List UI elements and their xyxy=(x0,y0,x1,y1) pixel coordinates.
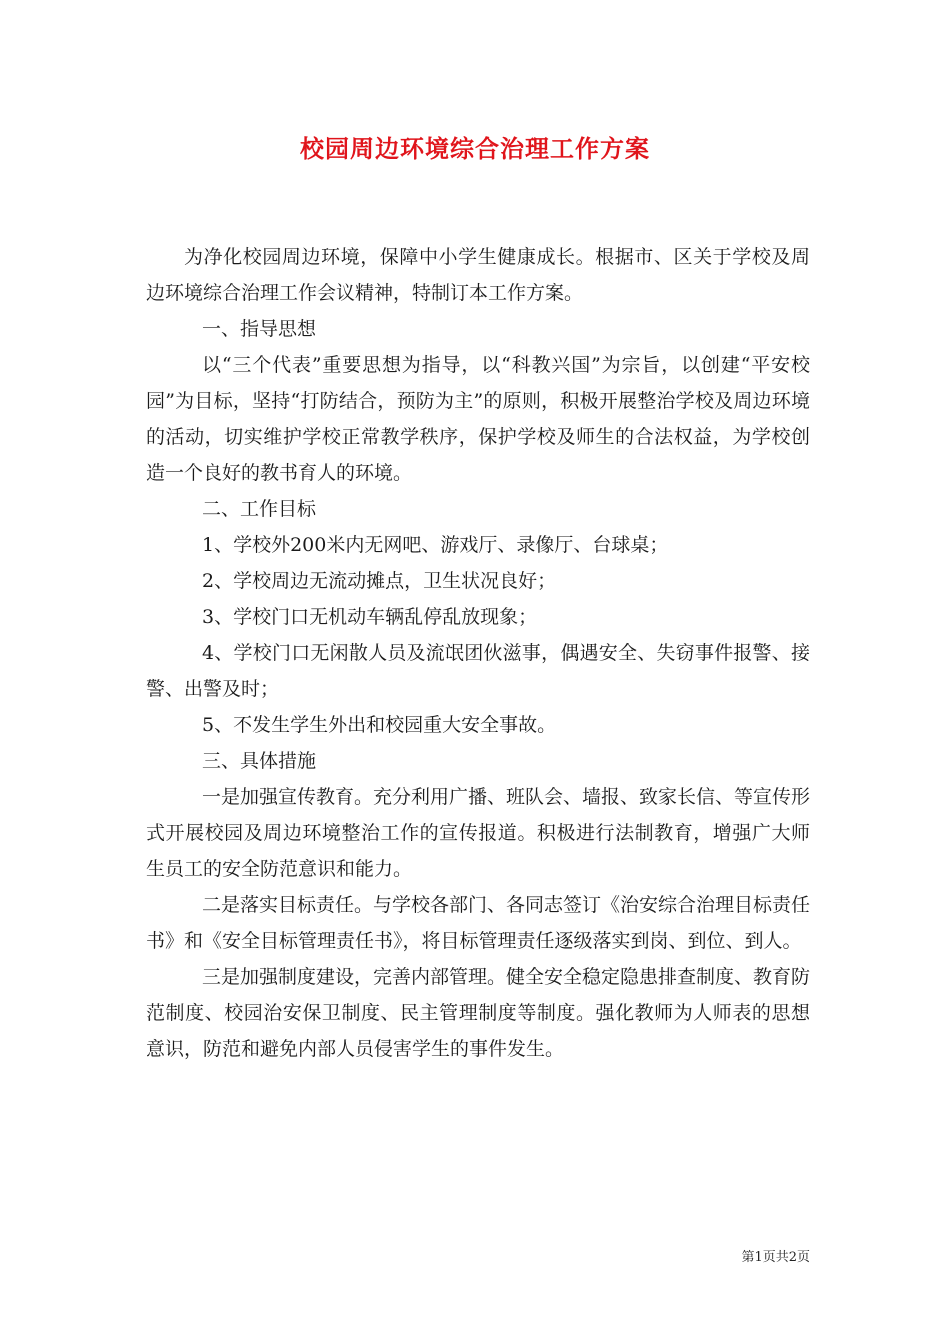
document-title: 校园周边环境综合治理工作方案 xyxy=(300,134,650,163)
measure-paragraph-2: 二是落实目标责任。与学校各部门、各同志签订《治安综合治理目标责任书》和《安全目标管理责任书》，将目标管理责任逐级落实到岗、到位、到人。 xyxy=(146,894,811,952)
section-heading-guiding-ideology: 一、指导思想 xyxy=(202,318,317,340)
goal-item-3: 3、学校门口无机动车辆乱停乱放现象； xyxy=(202,606,538,628)
goal-item-4: 4、学校门口无闲散人员及流氓团伙滋事，偶遇安全、失窃事件报警、接警、出警及时； xyxy=(146,642,810,700)
section-heading-work-goals: 二、工作目标 xyxy=(202,498,317,520)
page-number-footer: 第1页共2页 xyxy=(741,1250,810,1265)
section-heading-specific-measures: 三、具体措施 xyxy=(202,750,317,772)
intro-paragraph: 为净化校园周边环境，保障中小学生健康成长。根据市、区关于学校及周边环境综合治理工作会议精神，特制订本工作方案。 xyxy=(146,246,810,304)
goal-item-5: 5、不发生学生外出和校园重大安全事故。 xyxy=(202,714,557,736)
document-body xyxy=(146,239,810,1067)
measure-paragraph-1: 一是加强宣传教育。充分利用广播、班队会、墙报、致家长信、等宣传形式开展校园及周边环境整治工作的宣传报道。积极进行法制教育，增强广大师生员工的安全防范意识和能力。 xyxy=(146,786,811,880)
guiding-ideology-paragraph: 以“三个代表”重要思想为指导，以“科教兴国”为宗旨，以创建“平安校园”为目标，坚持“打防结合，预防为主”的原则，积极开展整治学校及周边环境的活动，切实维护学校正常教学秩序，保护学校及师生的合法权益，为学校创造一个良好的教书育人的环境。 xyxy=(146,354,810,484)
goal-item-1: 1、学校外200米内无网吧、游戏厅、录像厅、台球桌； xyxy=(202,534,669,556)
measure-paragraph-3: 三是加强制度建设，完善内部管理。健全安全稳定隐患排查制度、教育防范制度、校园治安保卫制度、民主管理制度等制度。强化教师为人师表的思想意识，防范和避免内部人员侵害学生的事件发生。 xyxy=(146,966,811,1060)
goal-item-2: 2、学校周边无流动摊点，卫生状况良好； xyxy=(202,570,557,592)
